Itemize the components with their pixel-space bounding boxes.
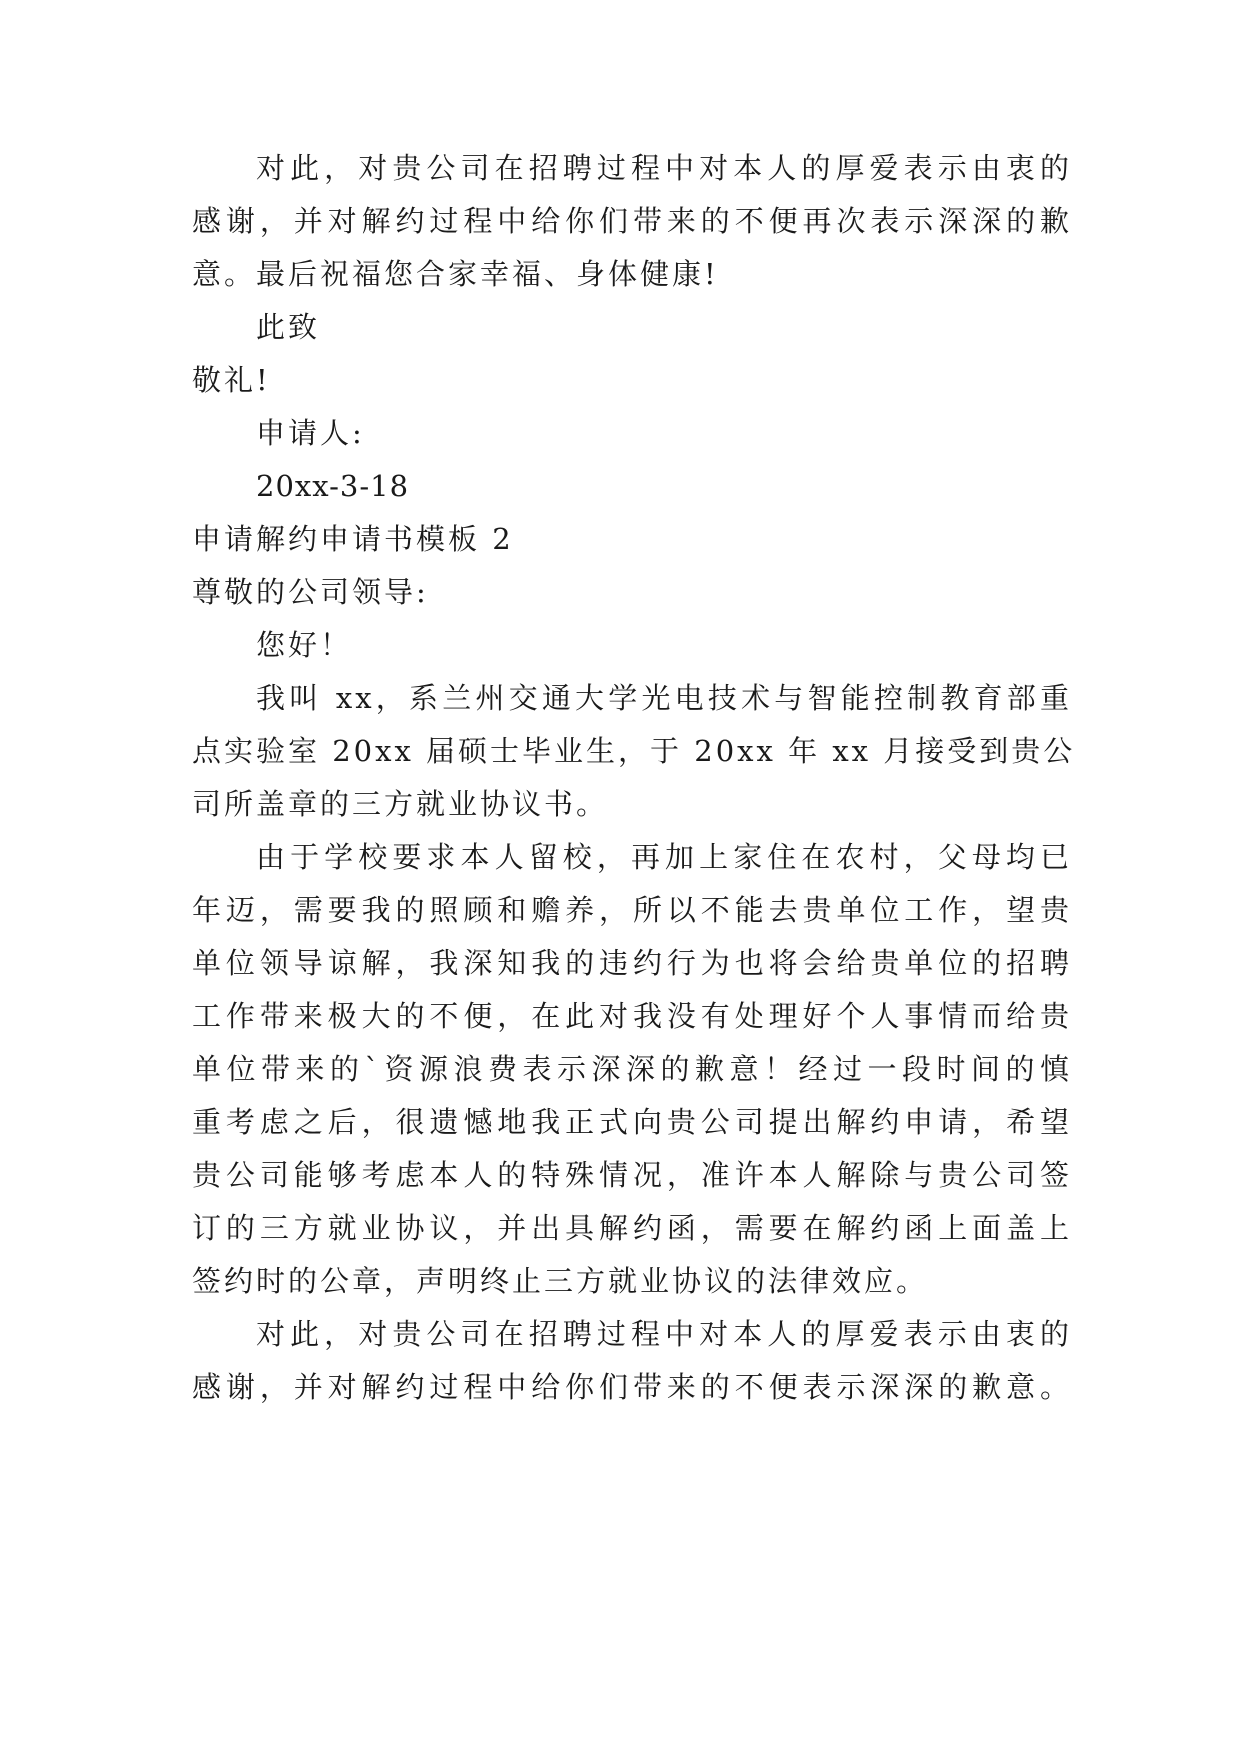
paragraph-line: 对此，对贵公司在招聘过程中对本人的厚爱表示由衷的 [256, 1317, 1072, 1351]
greeting: 您好！ [256, 628, 353, 662]
date-line: 20xx-3-18 [256, 469, 410, 503]
paragraph-line: 单位领导谅解，我深知我的违约行为也将会给贵单位的招聘 [192, 946, 1072, 980]
paragraph-line: 单位带来的`资源浪费表示深深的歉意！经过一段时间的慎 [192, 1052, 1072, 1086]
applicant-label: 申请人: [256, 416, 365, 450]
paragraph-line: 订的三方就业协议，并出具解约函，需要在解约函上面盖上 [192, 1211, 1072, 1245]
closing-salutation: 此致 [256, 310, 321, 344]
section-title: 申请解约申请书模板 2 [192, 522, 514, 556]
paragraph-line: 重考虑之后，很遗憾地我正式向贵公司提出解约申请，希望 [192, 1105, 1072, 1139]
paragraph-line: 点实验室 20xx 届硕士毕业生，于 20xx 年 xx 月接受到贵公 [192, 734, 1076, 768]
paragraph-line: 意。最后祝福您合家幸福、身体健康! [192, 257, 719, 291]
greeting-recipient: 尊敬的公司领导: [192, 575, 429, 609]
paragraph-line: 年迈，需要我的照顾和赡养，所以不能去贵单位工作，望贵 [192, 893, 1072, 927]
paragraph-line: 工作带来极大的不便，在此对我没有处理好个人事情而给贵 [192, 999, 1072, 1033]
paragraph-line: 对此，对贵公司在招聘过程中对本人的厚爱表示由衷的 [256, 151, 1072, 185]
paragraph-line: 贵公司能够考虑本人的特殊情况，准许本人解除与贵公司签 [192, 1158, 1072, 1192]
paragraph-line: 司所盖章的三方就业协议书。 [192, 787, 609, 821]
paragraph-line: 感谢，并对解约过程中给你们带来的不便再次表示深深的歉 [192, 204, 1072, 238]
paragraph-line: 签约时的公章，声明终止三方就业协议的法律效应。 [192, 1264, 929, 1298]
closing-regards: 敬礼! [192, 363, 271, 397]
paragraph-line: 我叫 xx，系兰州交通大学光电技术与智能控制教育部重 [256, 681, 1072, 715]
paragraph-line: 由于学校要求本人留校，再加上家住在农村，父母均已 [256, 840, 1072, 874]
paragraph-line: 感谢，并对解约过程中给你们带来的不便表示深深的歉意。 [192, 1370, 1072, 1404]
